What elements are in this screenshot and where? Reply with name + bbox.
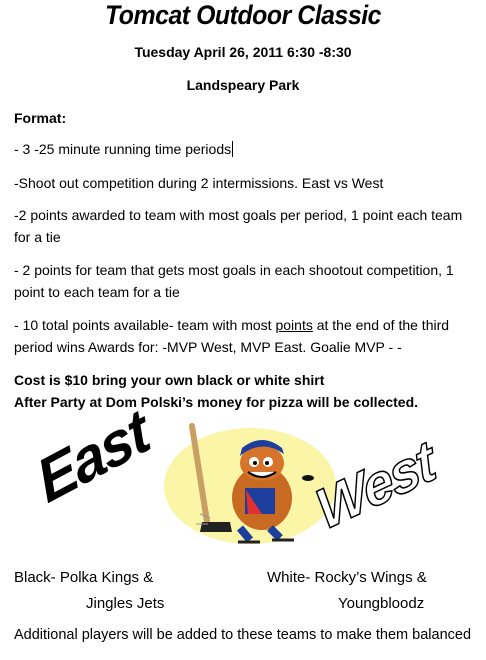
format-line-1 [14, 138, 482, 160]
points-link[interactable]: points [275, 317, 313, 333]
event-date-time: Tuesday April 26, 2011 6:30 -8:30 [134, 44, 352, 60]
format-line-5-start: - 10 total points available- team with most [14, 317, 276, 333]
format-heading: Format: [14, 110, 67, 126]
format-line-3: -2 points awarded to team with most goals per period, 1 point each team for a tie [14, 207, 463, 245]
east-team-word: East [28, 396, 157, 517]
event-location: Landspeary Park [186, 77, 300, 93]
format-line-2: -Shoot out competition during 2 intermissions. East vs West [14, 175, 384, 191]
format-line-5 [14, 314, 482, 358]
format-line-1-text: - 3 -25 minute running time periods [14, 141, 232, 157]
footer-note: Additional players will be added to these teams to make them balanced [14, 627, 472, 643]
cost-note: Cost is $10 bring your own black or white shirt [14, 372, 325, 388]
text-cursor [232, 141, 233, 157]
west-team-word: West [309, 428, 441, 543]
page-title: Tomcat Outdoor Classic [104, 0, 382, 30]
after-party-note: After Party at Dom Polski’s money for pizza will be collected. [14, 394, 419, 410]
black-team-line-1: Black- Polka Kings & [14, 569, 154, 586]
white-team-line-1: White- Rocky’s Wings & [267, 569, 427, 586]
format-line-4: - 2 points for team that gets most goals in each shootout competition, 1 point to each team for a tie [14, 262, 454, 300]
white-team-line-2: Youngbloodz [338, 595, 425, 612]
format-line-5-end: at the end of the third period wins Awards for: -MVP West, MVP East. Goalie MVP - - [14, 317, 450, 355]
black-team-line-2: Jingles Jets [86, 595, 165, 612]
